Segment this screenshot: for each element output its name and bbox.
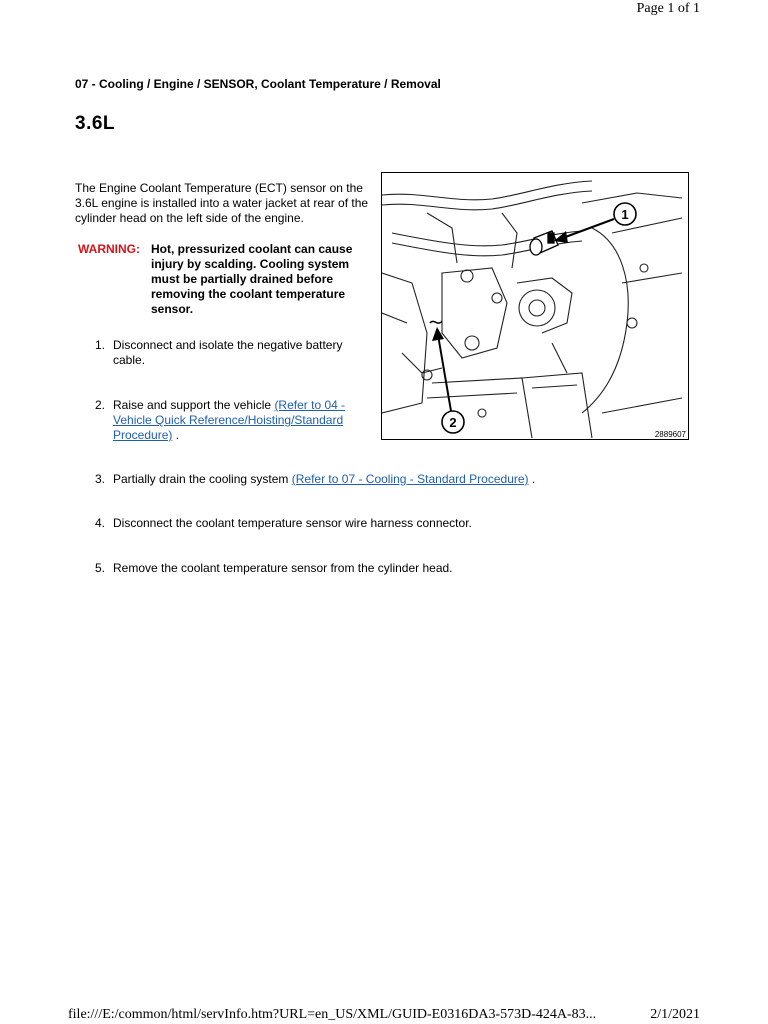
step-text-line: cable. — [113, 353, 146, 367]
step-number: 4. — [95, 516, 106, 530]
step-suffix: . — [528, 472, 536, 486]
figure-id: 2889607 — [654, 430, 686, 439]
warning-line: injury by scalding. Cooling system — [151, 257, 350, 271]
step-text: Remove the coolant temperature sensor from the cylinder head. — [113, 561, 453, 575]
hoisting-procedure-link[interactable]: Vehicle Quick Reference/Hoisting/Standard — [113, 413, 344, 427]
warning-line: must be partially drained before — [151, 272, 334, 286]
warning-line: Hot, pressurized coolant can cause — [151, 242, 353, 256]
hoisting-procedure-link[interactable]: Procedure) — [113, 428, 173, 442]
step-text-line: Disconnect and isolate the negative battery — [113, 338, 343, 352]
step-text: Raise and support the vehicle — [113, 398, 275, 412]
step-suffix: . — [172, 428, 180, 442]
warning-label: WARNING: — [78, 242, 140, 256]
step-number: 1. — [95, 338, 106, 352]
callout-1-label: 1 — [621, 207, 629, 222]
footer-date: 2/1/2021 — [650, 1007, 700, 1022]
warning-text — [151, 242, 371, 317]
engine-sensor-illustration — [381, 172, 689, 440]
breadcrumb: 07 - Cooling / Engine / SENSOR, Coolant Temperature / Removal — [75, 77, 441, 91]
step-number: 2. — [95, 398, 106, 412]
step-number: 5. — [95, 561, 106, 575]
engine-heading: 3.6L — [75, 113, 116, 134]
step-text: Partially drain the cooling system — [113, 472, 292, 486]
page-number: Page 1 of 1 — [636, 1, 700, 16]
cooling-procedure-link[interactable]: (Refer to 07 - Cooling - Standard Procedure) — [291, 472, 529, 486]
step-text: Disconnect the coolant temperature sensor wire harness connector. — [113, 516, 472, 530]
intro-paragraph: The Engine Coolant Temperature (ECT) sensor on the 3.6L engine is installed into a water jacket at rear of the cylinder head on the left side of the engine. — [75, 181, 369, 225]
hoisting-procedure-link[interactable]: (Refer to 04 - — [274, 398, 346, 412]
engine-line-drawing — [382, 173, 687, 438]
warning-line: sensor. — [151, 302, 194, 316]
footer-url: file:///E:/common/html/servInfo.htm?URL=en_US/XML/GUID-E0316DA3-573D-424A-83... — [68, 1007, 597, 1022]
step-number: 3. — [95, 472, 106, 486]
warning-line: removing the coolant temperature — [151, 287, 346, 301]
callout-2-label: 2 — [449, 415, 457, 430]
